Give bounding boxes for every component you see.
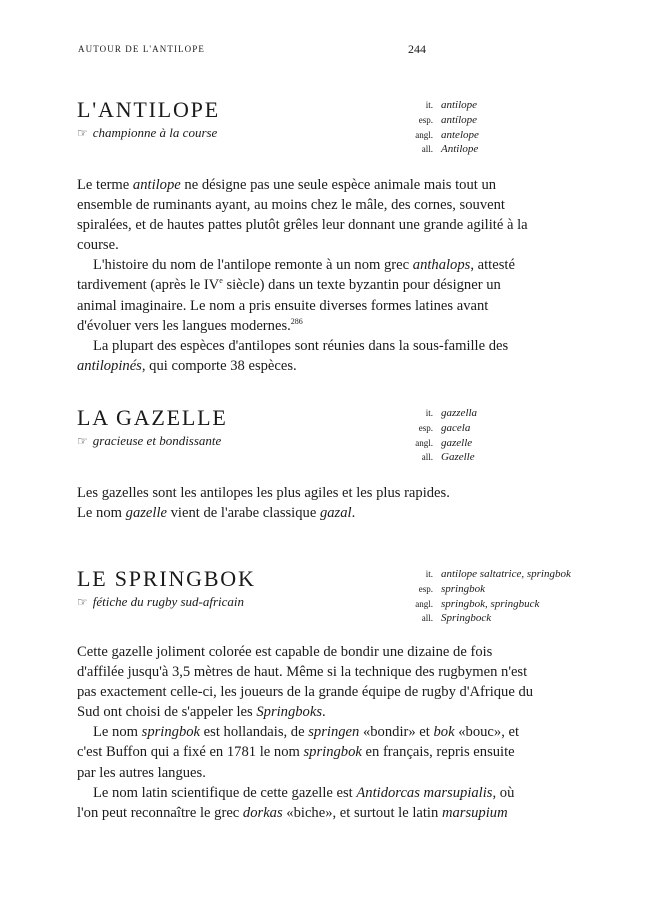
- lang-term: antílope: [441, 113, 478, 126]
- translation-row: [397, 142, 479, 157]
- pointing-hand-icon: ☞: [77, 126, 88, 140]
- text-run: Cette gazelle joliment colorée est capable de bondir une dizaine de fois d'affilée jusqu'à 3,5 mètres de haut. Même si la technique des rugbymen n'est pas exactement celle-ci, les joueurs de la grande équipe de rugby d'Afrique du Sud ont choisi de s'appeler les: [77, 644, 534, 721]
- text-run: ne désigne pas une seule espèce animale mais tout un ensemble de ruminants ayant, au moins chez le mâle, des cornes, souvent spiralées, et de hautes pattes plutôt grêles leur donnant une grande agilité à la course.: [77, 177, 528, 254]
- lang-term: springbok: [441, 582, 485, 595]
- text-run: en français, repris ensuite par les autres langues.: [77, 744, 515, 781]
- lang-label: angl.: [415, 129, 433, 140]
- lang-label: angl.: [415, 598, 433, 609]
- lang-label: esp.: [418, 114, 433, 125]
- italic-term: Springboks: [256, 704, 323, 721]
- translation-row: [397, 611, 571, 626]
- entry-body-antilope: [77, 175, 535, 376]
- entry-antilope: [77, 97, 597, 156]
- subtitle-text: championne à la course: [92, 125, 218, 140]
- translations-list: [397, 406, 477, 465]
- italic-term: Antidorcas marsupialis: [356, 784, 493, 801]
- paragraph: [77, 503, 535, 523]
- lang-label: esp.: [418, 422, 433, 433]
- text-run: est hollandais, de: [200, 724, 309, 741]
- text-run: Le nom: [77, 505, 126, 522]
- italic-term: gazal: [319, 505, 352, 522]
- running-title: AUTOUR DE L'ANTILOPE: [78, 44, 205, 54]
- entry-body-gazelle: [77, 483, 535, 523]
- italic-term: marsupium: [441, 804, 508, 821]
- text-run: «bondir» et: [359, 724, 434, 741]
- entry-subtitle: [77, 125, 597, 141]
- text-run: «biche», et surtout le latin: [282, 804, 442, 821]
- subtitle-text: fétiche du rugby sud-africain: [92, 594, 245, 609]
- italic-term: antilope: [132, 177, 181, 193]
- italic-term: bok: [433, 724, 455, 741]
- italic-term: antilopinés: [77, 357, 142, 374]
- translation-row: [397, 406, 477, 421]
- text-run: vient de l'arabe classique: [166, 505, 320, 522]
- entry-subtitle: [77, 433, 597, 449]
- italic-term: gazelle: [125, 505, 167, 522]
- entry-title: LA GAZELLE: [77, 405, 228, 430]
- translation-row: [397, 450, 477, 465]
- footnote-ref[interactable]: 286: [290, 316, 303, 326]
- lang-label: all.: [421, 452, 433, 463]
- lang-label: all.: [421, 613, 433, 624]
- translation-row: [397, 597, 571, 612]
- paragraph: [77, 642, 535, 722]
- lang-term: antelope: [441, 128, 479, 141]
- italic-term: springen: [308, 724, 360, 741]
- translations-list: [397, 567, 571, 626]
- paragraph: [77, 722, 535, 782]
- lang-term: gazzella: [441, 407, 478, 419]
- entry-title: LE SPRINGBOK: [77, 566, 256, 591]
- entry-gazelle: [77, 405, 597, 464]
- pointing-hand-icon: ☞: [77, 434, 88, 448]
- superscript: e: [219, 276, 223, 286]
- entry-title: L'ANTILOPE: [77, 97, 220, 122]
- lang-label: esp.: [418, 583, 433, 594]
- lang-term: antilope: [441, 99, 478, 111]
- entry-body-springbok: [77, 642, 535, 823]
- lang-label: it.: [425, 569, 433, 579]
- lang-term: springbok, springbuck: [441, 597, 540, 610]
- paragraph: Les gazelles sont les antilopes les plus agiles et les plus rapides.: [77, 485, 450, 501]
- lang-term: gazelle: [441, 436, 473, 449]
- lang-term: gacela: [441, 421, 471, 434]
- translation-row: [397, 436, 477, 451]
- text-run: .: [322, 704, 326, 721]
- text-run: .: [351, 505, 356, 522]
- lang-label: angl.: [415, 437, 433, 448]
- translations-list: [397, 98, 479, 157]
- lang-label: all.: [421, 144, 433, 155]
- text-run: , où l'on peut reconnaître le grec: [77, 784, 515, 821]
- italic-term: springbok: [303, 744, 362, 761]
- lang-label: it.: [425, 100, 433, 110]
- italic-term: dorkas: [242, 804, 283, 821]
- paragraph: [77, 255, 535, 335]
- translation-row: [397, 567, 571, 582]
- text-run: L'histoire du nom de l'antilope remonte à un nom grec: [93, 257, 413, 274]
- translation-row: [397, 582, 571, 597]
- lang-label: it.: [425, 408, 433, 418]
- paragraph: [77, 783, 535, 823]
- translation-row: [397, 128, 479, 143]
- entry-springbok: [77, 566, 597, 625]
- lang-term: Springbock: [441, 612, 492, 625]
- text-run: , attesté tardivement (après le IV: [77, 257, 515, 294]
- italic-term: springbok: [141, 724, 201, 741]
- translation-row: [397, 421, 477, 436]
- lang-term: Gazelle: [441, 451, 475, 464]
- text-run: «bouc», et c'est Buffon qui a fixé en 1781 le nom: [77, 724, 520, 761]
- translation-row: [397, 113, 479, 128]
- text-run: Le nom latin scientifique de cette gazelle est: [93, 784, 357, 801]
- lang-term: Antilope: [441, 143, 479, 156]
- subtitle-text: gracieuse et bondissante: [92, 433, 222, 448]
- italic-term: anthalops: [412, 257, 471, 274]
- text-run: , qui comporte 38 espèces.: [141, 357, 297, 374]
- page-number: 244: [408, 42, 426, 56]
- pointing-hand-icon: ☞: [77, 595, 88, 609]
- lang-term: antilope saltatrice, springbok: [441, 568, 571, 580]
- text-run: siècle) dans un texte byzantin pour désigner un animal imaginaire. Le nom a pris ensuite diverses formes latines avant d'évoluer vers les langues modernes.: [77, 277, 501, 334]
- text-run: Le terme: [77, 177, 133, 193]
- text-run: Le nom: [93, 724, 142, 741]
- paragraph: [77, 175, 535, 255]
- paragraph: [77, 336, 535, 376]
- text-run: La plupart des espèces d'antilopes sont réunies dans la sous-famille des: [93, 337, 509, 354]
- translation-row: [397, 98, 479, 113]
